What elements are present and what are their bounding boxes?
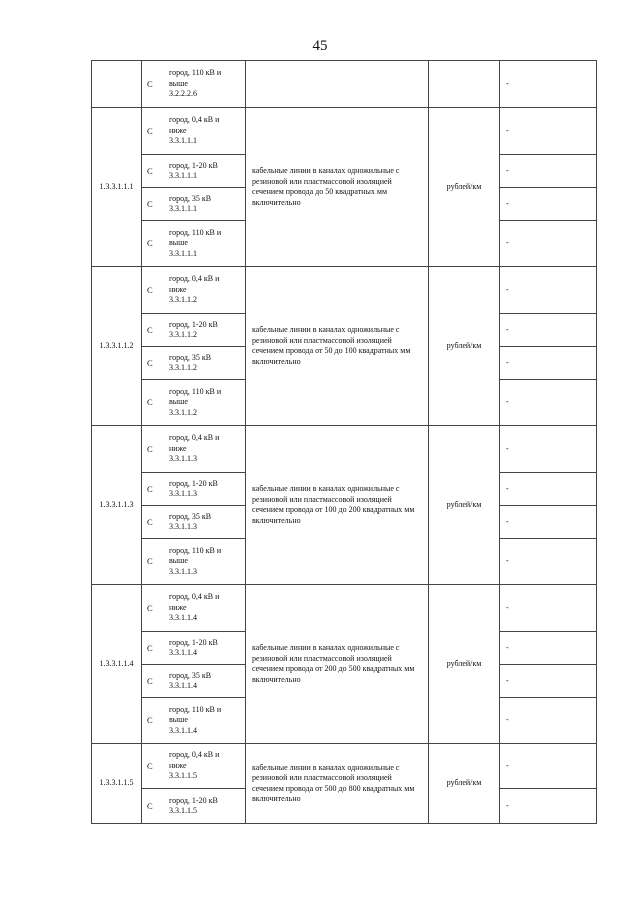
level-letter: C: [147, 165, 153, 176]
level-cell: [142, 473, 246, 506]
level-letter: C: [147, 516, 153, 527]
level-letter: C: [147, 238, 153, 249]
level-text: город, 0,4 кВ и ниже 3.3.1.1.4: [169, 592, 220, 623]
level-letter: C: [147, 198, 153, 209]
code-cell: [92, 61, 142, 108]
value-cell: -: [500, 506, 597, 539]
table-row: [92, 108, 597, 155]
level-letter: C: [147, 760, 153, 771]
value-cell: -: [500, 314, 597, 347]
table-row: [92, 744, 597, 789]
unit-cell: рублей/км: [429, 267, 500, 426]
level-letter: C: [147, 284, 153, 295]
level-cell: [142, 221, 246, 267]
level-cell: [142, 744, 246, 789]
value-cell: -: [500, 632, 597, 665]
unit-cell: рублей/км: [429, 585, 500, 744]
level-text: город, 110 кВ и выше 3.2.2.2.6: [169, 68, 222, 99]
page-number: 45: [312, 38, 328, 54]
level-text: город, 35 кВ 3.3.1.1.4: [169, 670, 212, 690]
level-letter: C: [147, 642, 153, 653]
value-cell: -: [500, 665, 597, 698]
level-cell: [142, 426, 246, 473]
level-cell: [142, 585, 246, 632]
code-cell: 1.3.3.1.1.5: [92, 744, 142, 824]
level-cell: [142, 61, 246, 108]
value-cell: -: [500, 473, 597, 506]
level-cell: [142, 314, 246, 347]
rates-table: [91, 60, 597, 824]
description-cell: [246, 61, 429, 108]
level-letter: C: [147, 602, 153, 613]
level-text: город, 0,4 кВ и ниже 3.3.1.1.1: [169, 115, 220, 146]
level-text: город, 110 кВ и выше 3.3.1.1.2: [169, 386, 222, 417]
level-cell: [142, 380, 246, 426]
code-cell: 1.3.3.1.1.1: [92, 108, 142, 267]
level-text: город, 35 кВ 3.3.1.1.3: [169, 511, 212, 531]
value-cell: -: [500, 698, 597, 744]
value-cell: -: [500, 347, 597, 380]
value-cell: -: [500, 221, 597, 267]
description-cell: кабельные линии в каналах одножильные с резиновой или пластмассовой изоляцией сечением провода от 100 до 200 квадратных мм включительно: [246, 426, 429, 585]
value-cell: -: [500, 267, 597, 314]
unit-cell: рублей/км: [429, 108, 500, 267]
table-row: [92, 585, 597, 632]
value-cell: -: [500, 585, 597, 632]
level-letter: C: [147, 78, 153, 89]
table-row: [92, 61, 597, 108]
level-text: город, 0,4 кВ и ниже 3.3.1.1.5: [169, 750, 220, 781]
unit-cell: рублей/км: [429, 744, 500, 824]
level-cell: [142, 267, 246, 314]
value-cell: -: [500, 155, 597, 188]
value-cell: -: [500, 61, 597, 108]
level-text: город, 1-20 кВ 3.3.1.1.1: [169, 160, 218, 180]
level-text: город, 110 кВ и выше 3.3.1.1.1: [169, 227, 222, 258]
unit-cell: [429, 61, 500, 108]
value-cell: -: [500, 426, 597, 473]
level-cell: [142, 188, 246, 221]
value-cell: -: [500, 188, 597, 221]
level-letter: C: [147, 800, 153, 811]
level-cell: [142, 789, 246, 824]
level-cell: [142, 347, 246, 380]
level-letter: C: [147, 556, 153, 567]
value-cell: -: [500, 108, 597, 155]
level-text: город, 0,4 кВ и ниже 3.3.1.1.3: [169, 433, 220, 464]
description-cell: кабельные линии в каналах одножильные с резиновой или пластмассовой изоляцией сечением провода от 200 до 500 квадратных мм включительно: [246, 585, 429, 744]
level-text: город, 110 кВ и выше 3.3.1.1.3: [169, 545, 222, 576]
level-cell: [142, 506, 246, 539]
level-text: город, 1-20 кВ 3.3.1.1.5: [169, 795, 218, 815]
level-cell: [142, 155, 246, 188]
table-row: [92, 267, 597, 314]
level-cell: [142, 698, 246, 744]
code-cell: 1.3.3.1.1.3: [92, 426, 142, 585]
level-cell: [142, 632, 246, 665]
description-cell: кабельные линии в каналах одножильные с резиновой или пластмассовой изоляцией сечением провода от 500 до 800 квадратных мм включительно: [246, 744, 429, 824]
level-letter: C: [147, 324, 153, 335]
level-letter: C: [147, 357, 153, 368]
table-row: [92, 426, 597, 473]
value-cell: -: [500, 744, 597, 789]
level-letter: C: [147, 125, 153, 136]
level-letter: C: [147, 715, 153, 726]
description-cell: кабельные линии в каналах одножильные с резиновой или пластмассовой изоляцией сечением провода от 50 до 100 квадратных мм включительно: [246, 267, 429, 426]
level-letter: C: [147, 483, 153, 494]
level-letter: C: [147, 675, 153, 686]
level-text: город, 0,4 кВ и ниже 3.3.1.1.2: [169, 274, 220, 305]
level-text: город, 1-20 кВ 3.3.1.1.2: [169, 319, 218, 339]
level-cell: [142, 108, 246, 155]
level-text: город, 35 кВ 3.3.1.1.2: [169, 352, 212, 372]
level-letter: C: [147, 397, 153, 408]
value-cell: -: [500, 539, 597, 585]
level-text: город, 35 кВ 3.3.1.1.1: [169, 193, 212, 213]
level-text: город, 1-20 кВ 3.3.1.1.4: [169, 637, 218, 657]
description-cell: кабельные линии в каналах одножильные с резиновой или пластмассовой изоляцией сечением провода до 50 квадратных мм включительно: [246, 108, 429, 267]
value-cell: -: [500, 380, 597, 426]
code-cell: 1.3.3.1.1.2: [92, 267, 142, 426]
code-cell: 1.3.3.1.1.4: [92, 585, 142, 744]
value-cell: -: [500, 789, 597, 824]
level-text: город, 1-20 кВ 3.3.1.1.3: [169, 478, 218, 498]
level-letter: C: [147, 443, 153, 454]
level-text: город, 110 кВ и выше 3.3.1.1.4: [169, 704, 222, 735]
level-cell: [142, 665, 246, 698]
level-cell: [142, 539, 246, 585]
unit-cell: рублей/км: [429, 426, 500, 585]
